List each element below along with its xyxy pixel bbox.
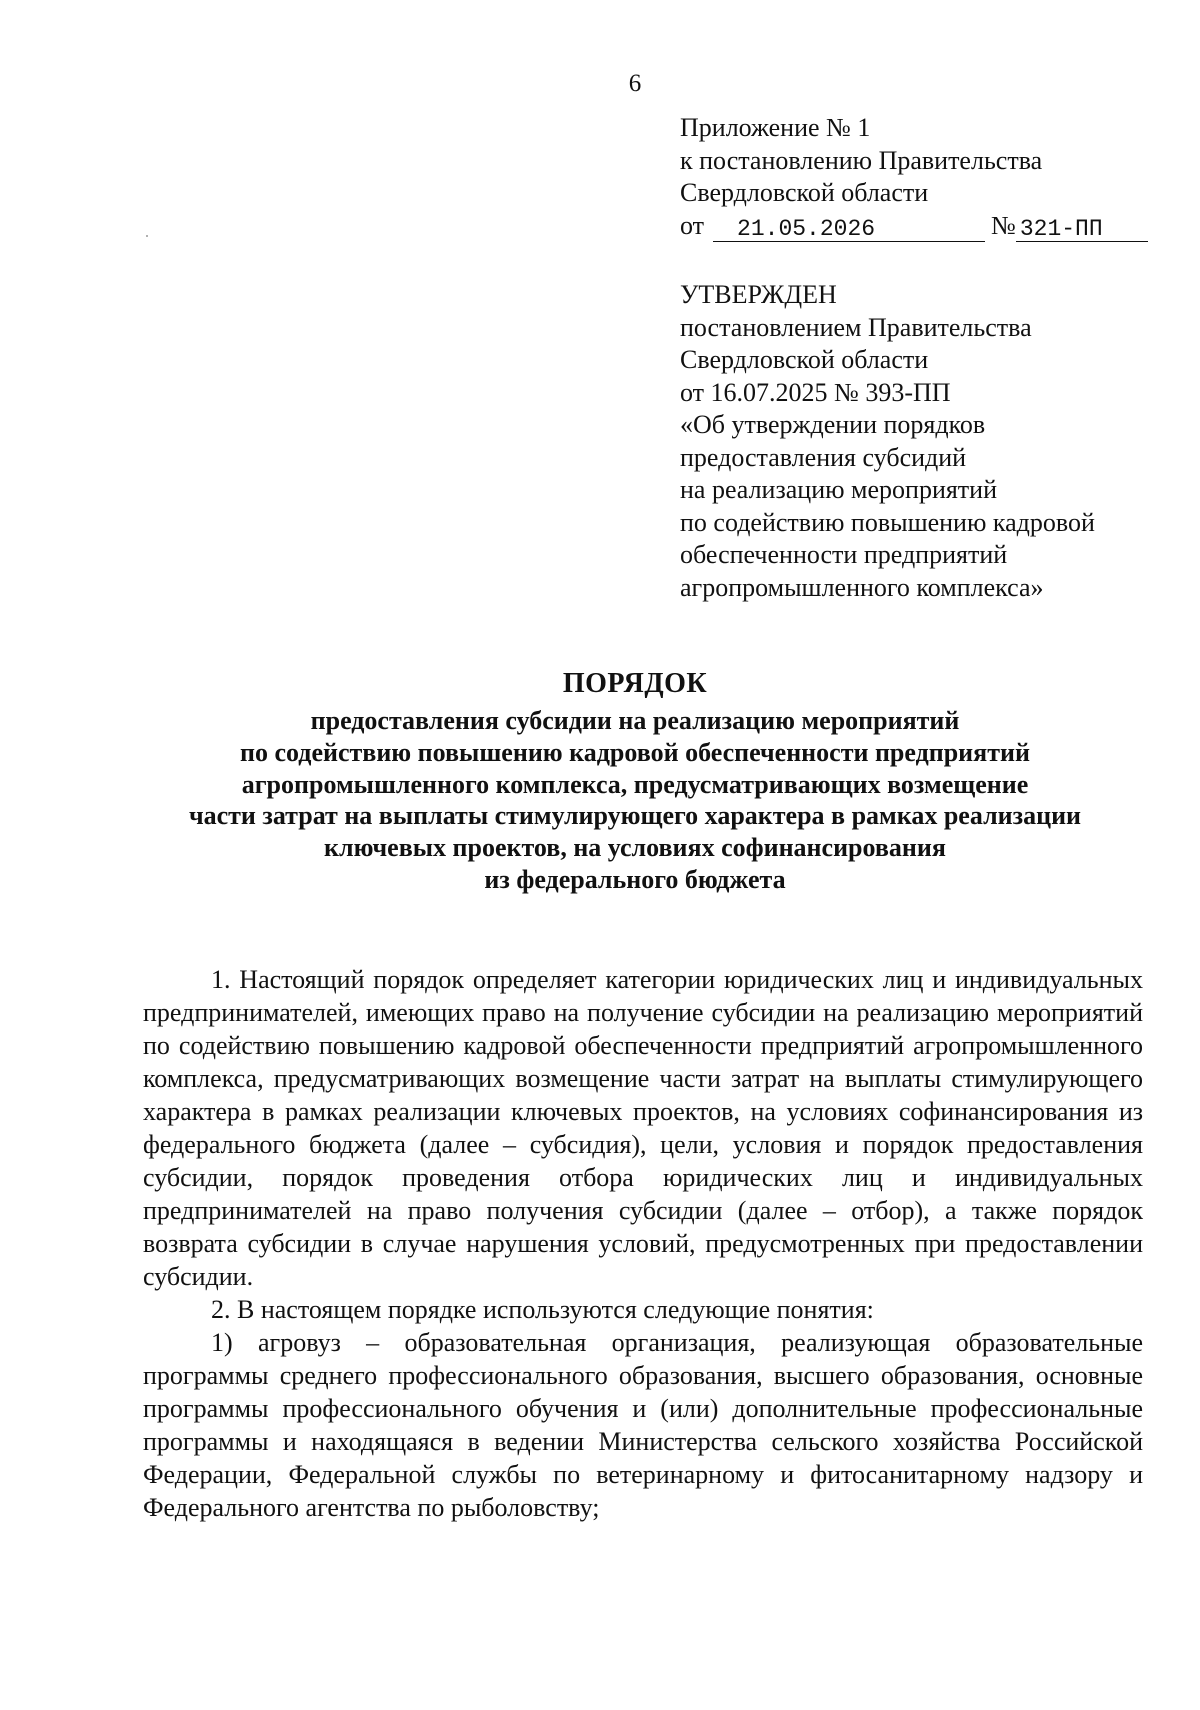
- subtitle-line: агропромышленного комплекса, предусматривающих возмещение: [241, 769, 1029, 799]
- subtitle-line: части затрат на выплаты стимулирующего характера в рамках реализации: [188, 801, 1082, 831]
- paragraph-2: 2. В настоящем порядке используются следующие понятия:: [211, 1295, 874, 1324]
- number-field: 321-ПП: [1016, 216, 1148, 242]
- scan-speck: [146, 235, 148, 237]
- paragraph-1: 1. Настоящий порядок определяет категории юридических лиц и индивидуальных предпринимателей, имеющих право на получение субсидии на реализацию мероприятий по содействию повышению кадровой обеспеченности предприятий агропромышленного комплекса, предусматривающих возмещение части затрат на выплаты стимулирующего характера в рамках реализации ключевых проектов, на условиях софинансирования из федерального бюджета (далее – субсидия), цели, условия и порядок предоставления субсидии, порядок проведения отбора юридических лиц и индивидуальных предпринимателей на право получения субсидии (далее – отбор), а также порядок возврата субсидии в случае нарушения условий, предусмотренных при предоставлении субсидии.: [143, 965, 1143, 1291]
- page-number: 6: [628, 70, 642, 97]
- paragraph-2-item-1: 1) агровуз – образовательная организация, реализующая образовательные программы среднего профессионального образования, высшего образования, основные программы профессионального обучения и (или) дополнительные профессиональные программы и находящаяся в ведении Министерства сельского хозяйства Российской Федерации, Федеральной службы по ветеринарному и фитосанитарному надзору и Федерального агентства по рыболовству;: [143, 1328, 1143, 1522]
- date-field: 21.05.2026: [713, 216, 985, 242]
- number-prefix: №: [991, 210, 1016, 240]
- appendix-line: Свердловской области: [680, 178, 929, 207]
- appendix-line: к постановлению Правительства: [680, 145, 1043, 175]
- appendix-block: [680, 112, 1148, 242]
- approved-line: от 16.07.2025 № 393-ПП: [680, 377, 951, 407]
- subtitle-line: ключевых проектов, на условиях софинансирования: [324, 833, 946, 863]
- approved-block: [680, 279, 1095, 604]
- approved-line: по содействию повышению кадровой: [680, 507, 1095, 537]
- document-title: ПОРЯДОК: [562, 668, 708, 699]
- document-subtitle: [0, 705, 1200, 896]
- approved-line: обеспеченности предприятий: [680, 540, 1008, 569]
- document-title-block: [0, 667, 1200, 896]
- appendix-date-line: [680, 210, 1148, 243]
- approved-line: Свердловской области: [680, 345, 929, 374]
- approved-line: предоставления субсидий: [680, 442, 967, 472]
- approved-line: агропромышленного комплекса»: [680, 572, 1044, 602]
- appendix-line: Приложение № 1: [680, 113, 871, 142]
- subtitle-line: по содействию повышению кадровой обеспеченности предприятий: [240, 737, 1030, 767]
- subtitle-line: из федерального бюджета: [484, 864, 786, 894]
- document-body: [143, 963, 1143, 1524]
- approved-line: постановлением Правительства: [680, 312, 1032, 342]
- approved-line: УТВЕРЖДЕН: [680, 280, 837, 309]
- approved-line: «Об утверждении порядков: [680, 410, 986, 439]
- subtitle-line: предоставления субсидии на реализацию мероприятий: [310, 706, 960, 735]
- date-prefix: от: [680, 210, 705, 240]
- approved-line: на реализацию мероприятий: [680, 475, 998, 504]
